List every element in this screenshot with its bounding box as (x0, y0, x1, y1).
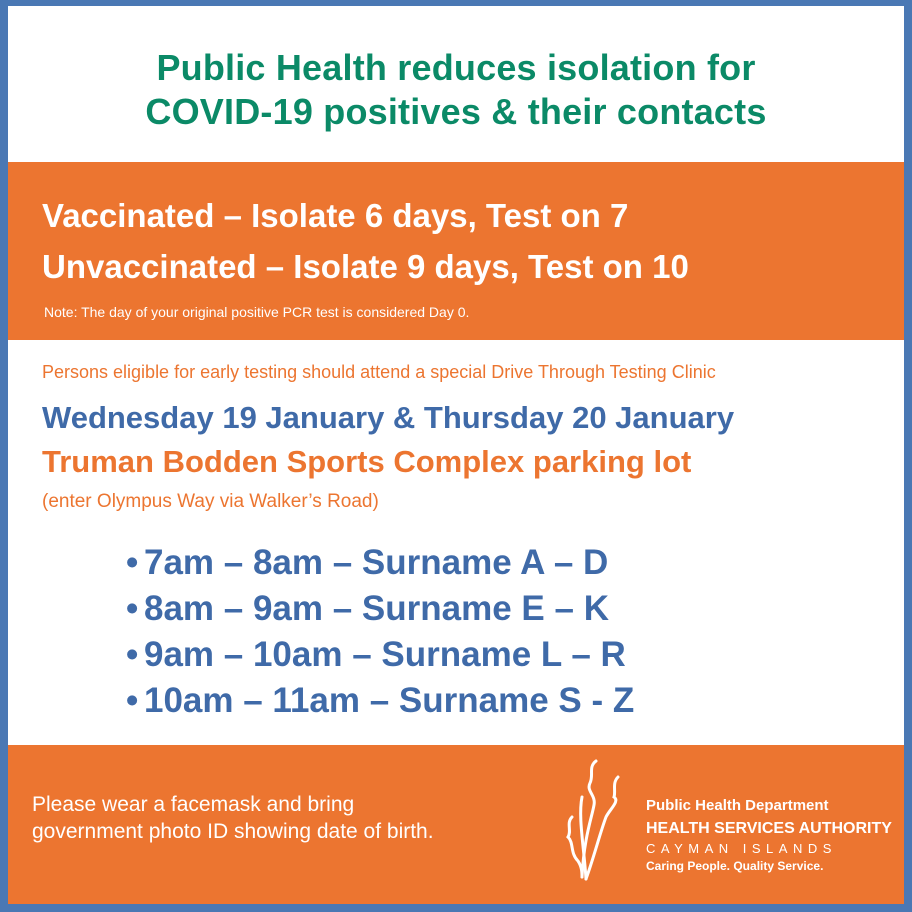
org-place: CAYMAN ISLANDS (646, 841, 837, 856)
clinic-directions: (enter Olympus Way via Walker’s Road) (42, 491, 379, 512)
time-slots (126, 540, 634, 724)
title-line-2: COVID-19 positives & their contacts (145, 91, 767, 132)
org-tagline: Caring People. Quality Service. (646, 859, 824, 873)
time-slot (126, 540, 634, 586)
poster (8, 6, 904, 904)
isolation-band (8, 162, 904, 340)
time-slot (126, 678, 634, 724)
facemask-reminder: Please wear a facemask and bring government photo ID showing date of birth. (32, 793, 434, 843)
slot-text: 10am – 11am – Surname S - Z (144, 681, 635, 720)
title-line-1: Public Health reduces isolation for (156, 47, 756, 88)
bullet-icon: • (126, 589, 139, 628)
title (8, 46, 904, 134)
time-slot (126, 632, 634, 678)
slot-text: 9am – 10am – Surname L – R (144, 635, 626, 674)
day-zero-note: Note: The day of your original positive PCR test is considered Day 0. (44, 304, 470, 320)
slot-text: 7am – 8am – Surname A – D (144, 543, 609, 582)
unvaccinated-rule: Unvaccinated – Isolate 9 days, Test on 10 (42, 248, 689, 285)
eligibility-text: Persons eligible for early testing should attend a special Drive Through Testing Clinic (42, 362, 716, 382)
bullet-icon: • (126, 681, 139, 720)
org-department: Public Health Department (646, 797, 829, 814)
hsa-logo-icon (560, 757, 630, 887)
footer-band (8, 745, 904, 904)
clinic-venue: Truman Bodden Sports Complex parking lot (42, 444, 692, 479)
slot-text: 8am – 9am – Surname E – K (144, 589, 609, 628)
bullet-icon: • (126, 543, 139, 582)
time-slot (126, 586, 634, 632)
bullet-icon: • (126, 635, 139, 674)
vaccinated-rule: Vaccinated – Isolate 6 days, Test on 7 (42, 197, 629, 234)
organization-block (646, 797, 892, 873)
clinic-section (8, 340, 904, 745)
clinic-dates: Wednesday 19 January & Thursday 20 January (42, 400, 735, 435)
org-name: HEALTH SERVICES AUTHORITY (646, 820, 892, 837)
header (8, 6, 904, 162)
